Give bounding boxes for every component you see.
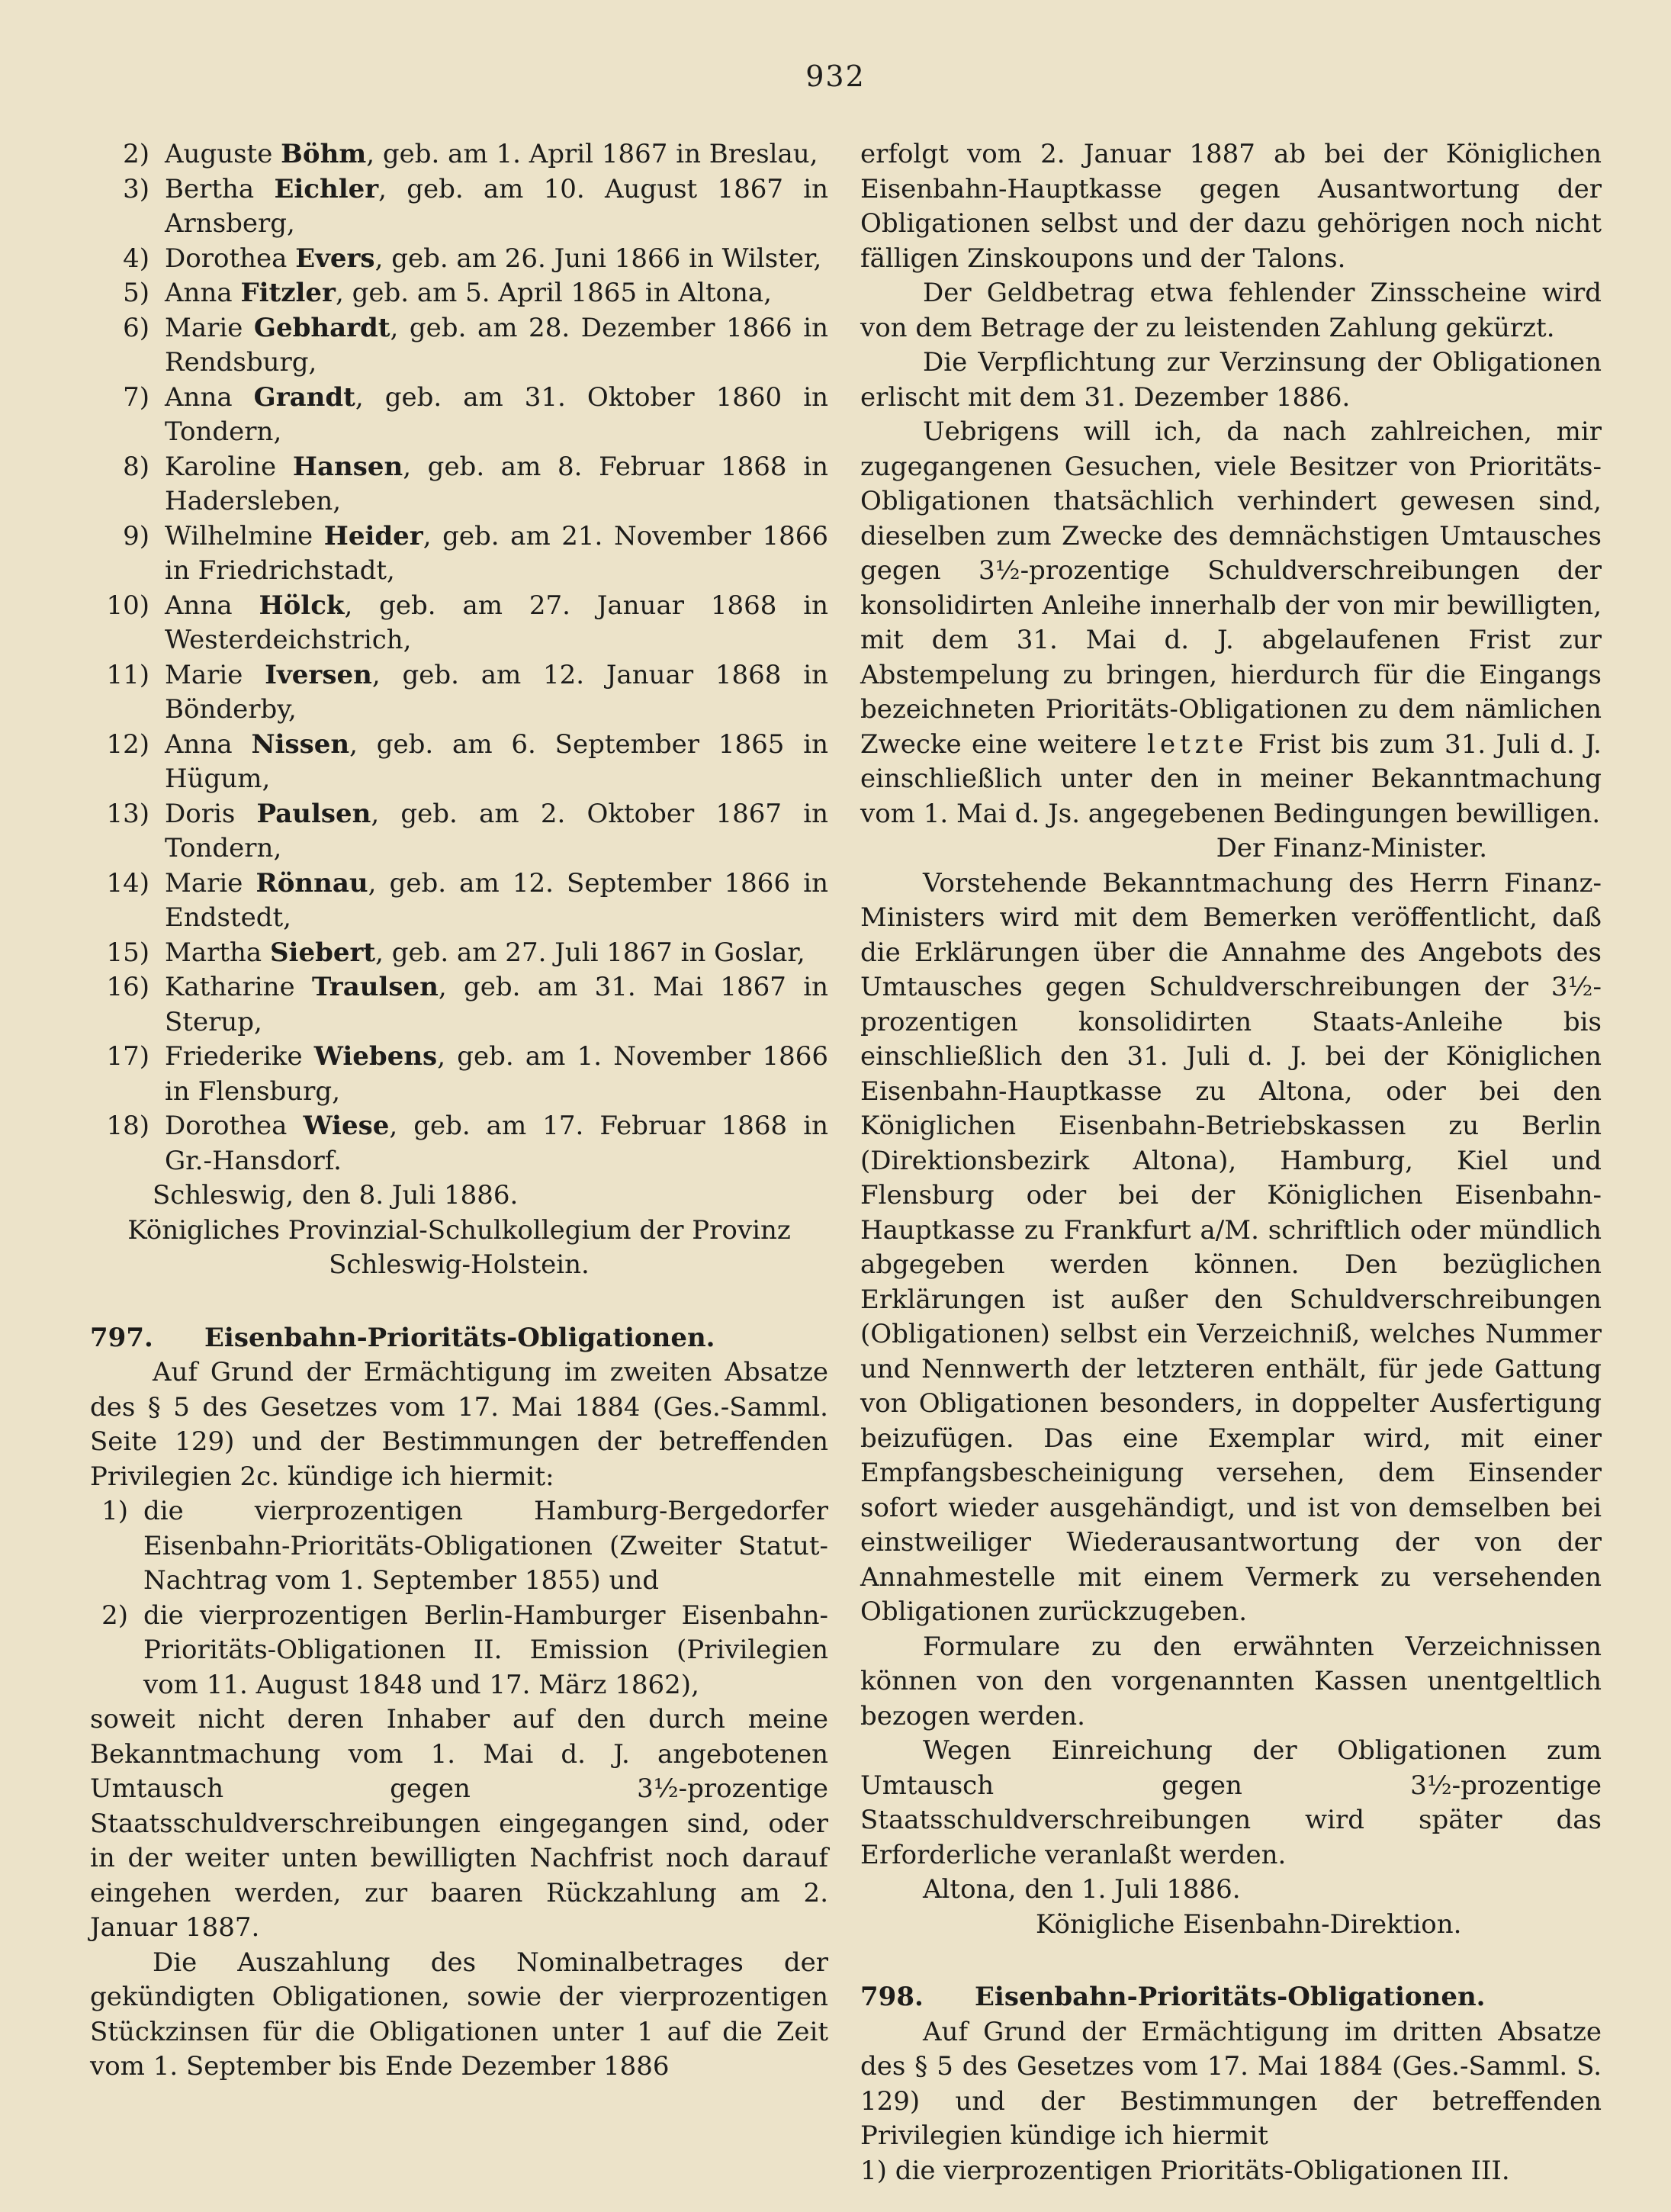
list-number: 14) bbox=[106, 867, 149, 899]
section-797-intro: Auf Grund der Ermächtigung im zweiten Absatze des § 5 des Gesetzes vom 17. Mai 1884 (Ges.-Samml. Seite 129) und der Bestimmungen der betreffenden Privilegien 2c. kündige ich hiermit: bbox=[90, 1357, 828, 1492]
list-item bbox=[90, 311, 828, 381]
left-column bbox=[90, 137, 828, 2085]
list-item bbox=[90, 450, 828, 519]
surname: Eichler bbox=[274, 173, 379, 204]
birth-info: , geb. am 1. April 1867 in Breslau, bbox=[366, 139, 818, 169]
first-name: Wilhelmine bbox=[165, 520, 324, 551]
first-name: Anna bbox=[165, 381, 254, 413]
signature-finance-minister: Der Finanz-Minister. bbox=[1216, 833, 1487, 863]
list-item bbox=[90, 1599, 828, 1703]
list-number: 10) bbox=[106, 590, 149, 621]
first-name: Marie bbox=[165, 867, 256, 899]
list-number: 12) bbox=[106, 728, 149, 760]
list-item bbox=[90, 866, 828, 936]
birth-info: , geb. am 26. Juni 1866 in Wilster, bbox=[374, 243, 822, 274]
birth-info: , geb. am 6. September 1865 in Hügum, bbox=[165, 728, 828, 794]
list-number: 8) bbox=[123, 451, 149, 482]
paragraph-verpflichtung: Die Verpflichtung zur Verzinsung der Obligationen erlischt mit dem 31. Dezember 1886. bbox=[860, 347, 1602, 413]
section-797-continuation: soweit nicht deren Inhaber auf den durch meine Bekanntmachung vom 1. Mai d. J. angebotenen Umtausch gegen 3½-prozentige Staatsschuldverschreibungen eingegangen sind, oder in der weiter unten bewilligten Nachfrist noch darauf eingehen werden, zur baaren Rückzahlung am 2. Januar 1887. bbox=[90, 1704, 828, 1943]
list-number: 2) bbox=[123, 139, 149, 169]
surname: Böhm bbox=[281, 139, 367, 169]
list-item bbox=[90, 797, 828, 866]
birth-info: , geb. am 10. August 1867 in Arnsberg, bbox=[165, 173, 828, 239]
paragraph-formulare: Formulare zu den erwähnten Verzeichnissen können von den vorgenannten Kassen unentgeltlich bezogen werden. bbox=[860, 1631, 1602, 1731]
birth-info: , geb. am 27. Juli 1867 in Goslar, bbox=[375, 937, 805, 968]
page-number: 932 bbox=[805, 59, 866, 93]
list-item bbox=[90, 137, 828, 172]
list-item bbox=[90, 172, 828, 242]
list-number: 4) bbox=[123, 243, 149, 274]
list-item bbox=[90, 970, 828, 1040]
place-date-schleswig: Schleswig, den 8. Juli 1886. bbox=[153, 1180, 519, 1210]
section-797-payout: Die Auszahlung des Nominalbetrages der gekündigten Obligationen, sowie der vierprozentigen Stückzinsen für die Obligationen unter 1 auf die Zeit vom 1. September bis Ende Dezember 1886 bbox=[90, 1947, 828, 2082]
list-item bbox=[90, 1494, 828, 1599]
list-number: 2) bbox=[101, 1600, 128, 1631]
list-item bbox=[90, 589, 828, 658]
birth-info: , geb. am 31. Oktober 1860 in Tondern, bbox=[165, 381, 828, 447]
authority-eisenbahn-direktion: Königliche Eisenbahn-Direktion. bbox=[1036, 1908, 1462, 1940]
first-name: Friederike bbox=[165, 1041, 314, 1072]
surname: Rönnau bbox=[255, 867, 368, 899]
section-title: Eisenbahn-Prioritäts-Obligationen. bbox=[204, 1322, 715, 1353]
list-number: 7) bbox=[123, 381, 149, 413]
first-name: Doris bbox=[165, 798, 257, 829]
surname: Hansen bbox=[292, 451, 403, 482]
birth-info: , geb. am 1. November 1866 in Flensburg, bbox=[165, 1041, 828, 1107]
list-item bbox=[90, 1040, 828, 1109]
list-number: 5) bbox=[123, 278, 149, 308]
list-number: 16) bbox=[106, 972, 149, 1002]
first-name: Marie bbox=[165, 312, 254, 343]
birth-info: , geb. am 12. September 1866 in Endstedt, bbox=[165, 867, 828, 933]
uebrigens-spaced-word: letzte bbox=[1147, 728, 1248, 760]
first-name: Dorothea bbox=[165, 243, 296, 274]
first-name: Anna bbox=[165, 728, 252, 760]
list-item bbox=[90, 381, 828, 450]
list-number: 13) bbox=[106, 798, 149, 829]
birth-info: , geb. am 31. Mai 1867 in Sterup, bbox=[165, 972, 828, 1037]
first-name: Marie bbox=[165, 659, 265, 690]
birth-info: , geb. am 12. Januar 1868 in Bönderby, bbox=[165, 659, 829, 725]
birth-info: , geb. am 17. Februar 1868 in Gr.-Hansdorf. bbox=[165, 1111, 828, 1176]
list-number: 6) bbox=[123, 312, 149, 343]
birth-info: , geb. am 5. April 1865 in Altona, bbox=[335, 278, 772, 308]
first-name: Katharine bbox=[165, 972, 312, 1002]
paragraph-uebrigens bbox=[860, 415, 1602, 831]
first-name: Dorothea bbox=[165, 1111, 304, 1141]
payout-continuation: erfolgt vom 2. Januar 1887 ab bei der Königlichen Eisenbahn-Hauptkasse gegen Ausantwortung der Obligationen selbst und der dazu gehörigen noch nicht fälligen Zinskoupons und der Talons. bbox=[860, 139, 1602, 274]
section-798-heading bbox=[860, 1980, 1602, 2015]
item-text: die vierprozentigen Hamburg-Bergedorfer Eisenbahn-Prioritäts-Obligationen (Zweiter Statut-Nachtrag vom 1. September 1855) und bbox=[143, 1496, 828, 1596]
birth-info: , geb. am 27. Januar 1868 in Westerdeichstrich, bbox=[165, 590, 828, 655]
surname: Grandt bbox=[253, 381, 355, 413]
surname: Evers bbox=[295, 243, 375, 274]
surname: Wiebens bbox=[313, 1041, 438, 1072]
list-number: 11) bbox=[106, 659, 149, 690]
surname: Paulsen bbox=[256, 798, 371, 829]
list-item bbox=[90, 1109, 828, 1178]
list-number: 1) bbox=[101, 1496, 128, 1526]
section-number: 798. bbox=[860, 1982, 924, 2012]
surname: Fitzler bbox=[240, 278, 336, 308]
uebrigens-part-b: Frist bis zum 31. Juli d. J. einschließlich unter den in meiner Bekanntmachung vom 1. Mai d. Js. angegebenen Bedingungen bewilligen. bbox=[860, 728, 1602, 829]
list-item bbox=[90, 658, 828, 728]
list-item bbox=[90, 242, 828, 277]
list-number: 9) bbox=[123, 520, 149, 551]
list-number: 3) bbox=[123, 173, 149, 204]
birth-info: , geb. am 28. Dezember 1866 in Rendsburg, bbox=[165, 312, 828, 378]
birth-info: , geb. am 2. Oktober 1867 in Tondern, bbox=[165, 798, 828, 863]
section-number: 797. bbox=[90, 1322, 153, 1353]
paragraph-geldbetrag: Der Geldbetrag etwa fehlender Zinsscheine wird von dem Betrage der zu leistenden Zahlung gekürzt. bbox=[860, 278, 1602, 343]
first-name: Martha bbox=[165, 937, 270, 968]
paragraph-wegen: Wegen Einreichung der Obligationen zum Umtausch gegen 3½-prozentige Staatsschuldverschreibungen wird später das Erforderliche veranlaßt werden. bbox=[860, 1735, 1602, 1870]
item-text: die vierprozentigen Berlin-Hamburger Eisenbahn-Prioritäts-Obligationen II. Emission (Privilegien vom 11. August 1848 und 17. März 1862), bbox=[143, 1600, 828, 1700]
surname: Siebert bbox=[269, 937, 376, 968]
section-798-item-1: 1) die vierprozentigen Prioritäts-Obligationen III. bbox=[860, 2155, 1510, 2186]
section-title: Eisenbahn-Prioritäts-Obligationen. bbox=[975, 1982, 1486, 2012]
surname: Hölck bbox=[259, 590, 345, 621]
right-column bbox=[860, 137, 1602, 2188]
list-number: 18) bbox=[106, 1111, 149, 1141]
first-name: Anna bbox=[165, 590, 259, 621]
list-number: 17) bbox=[106, 1041, 149, 1072]
authority-schulkollegium: Königliches Provinzial-Schulkollegium der Provinz Schleswig-Holstein. bbox=[127, 1214, 791, 1280]
list-item bbox=[90, 936, 828, 971]
surname: Nissen bbox=[251, 728, 350, 760]
birth-info: , geb. am 21. November 1866 in Friedrichstadt, bbox=[165, 520, 828, 586]
pupil-list bbox=[90, 137, 828, 1178]
list-item bbox=[90, 519, 828, 589]
surname: Wiese bbox=[303, 1111, 390, 1141]
surname: Iversen bbox=[265, 659, 372, 690]
first-name: Bertha bbox=[165, 173, 275, 204]
surname: Gebhardt bbox=[253, 312, 390, 343]
paragraph-vorstehende: Vorstehende Bekanntmachung des Herrn Finanz-Ministers wird mit dem Bemerken veröffentlicht, daß die Erklärungen über die Annahme des Angebots des Umtausches gegen Schuldverschreibungen der 3½-prozentigen konsolidirten Staats-Anleihe bis einschließlich den 31. Juli d. J. bei der Königlichen Eisenbahn-Hauptkasse zu Altona, oder bei den Königlichen Eisenbahn-Betriebskassen zu Berlin (Direktionsbezirk Altona), Hamburg, Kiel und Flensburg oder bei der Königlichen Eisenbahn-Hauptkasse zu Frankfurt a/M. schriftlich oder mündlich abgegeben werden können. Den bezüglichen Erklärungen ist außer den Schuldverschreibungen (Obligationen) selbst ein Verzeichniß, welches Nummer und Nennwerth der letzteren enthält, für jede Gattung von Obligationen besonders, in doppelter Ausfertigung beizufügen. Das eine Exemplar wird, mit einer Empfangsbescheinigung versehen, dem Einsender sofort wieder ausgehändigt, und ist von demselben bei einstweiliger Wiederausantwortung der von der Annahmestelle mit einem Vermerk zu versehenden Obligationen zurückzugeben. bbox=[860, 867, 1602, 1627]
surname: Traulsen bbox=[311, 972, 439, 1002]
list-number: 15) bbox=[106, 937, 149, 968]
place-date-altona: Altona, den 1. Juli 1886. bbox=[923, 1874, 1241, 1905]
surname: Heider bbox=[323, 520, 423, 551]
first-name: Karoline bbox=[165, 451, 293, 482]
list-item bbox=[90, 276, 828, 311]
section-797-heading bbox=[90, 1321, 828, 1356]
section-798-intro: Auf Grund der Ermächtigung im dritten Absatze des § 5 des Gesetzes vom 17. Mai 1884 (Ges.-Samml. S. 129) und der Bestimmungen der betreffenden Privilegien kündige ich hiermit bbox=[860, 2016, 1602, 2151]
list-item bbox=[90, 728, 828, 797]
birth-info: , geb. am 8. Februar 1868 in Hadersleben, bbox=[165, 451, 828, 516]
uebrigens-part-a: Uebrigens will ich, da nach zahlreichen, mir zugegangenen Gesuchen, viele Besitzer von Prioritäts-Obligationen thatsächlich verhindert gewesen sind, dieselben zum Zwecke des demnächstigen Umtausches gegen 3½-prozentige Schuldverschreibungen der konsolidirten Anleihe innerhalb der von mir bewilligten, mit dem 31. Mai d. J. abgelaufenen Frist zur Abstempelung zu bringen, hierdurch für die Eingangs bezeichneten Prioritäts-Obligationen zu dem nämlichen Zwecke eine weitere bbox=[860, 416, 1602, 760]
first-name: Anna bbox=[165, 278, 241, 308]
first-name: Auguste bbox=[165, 139, 281, 169]
